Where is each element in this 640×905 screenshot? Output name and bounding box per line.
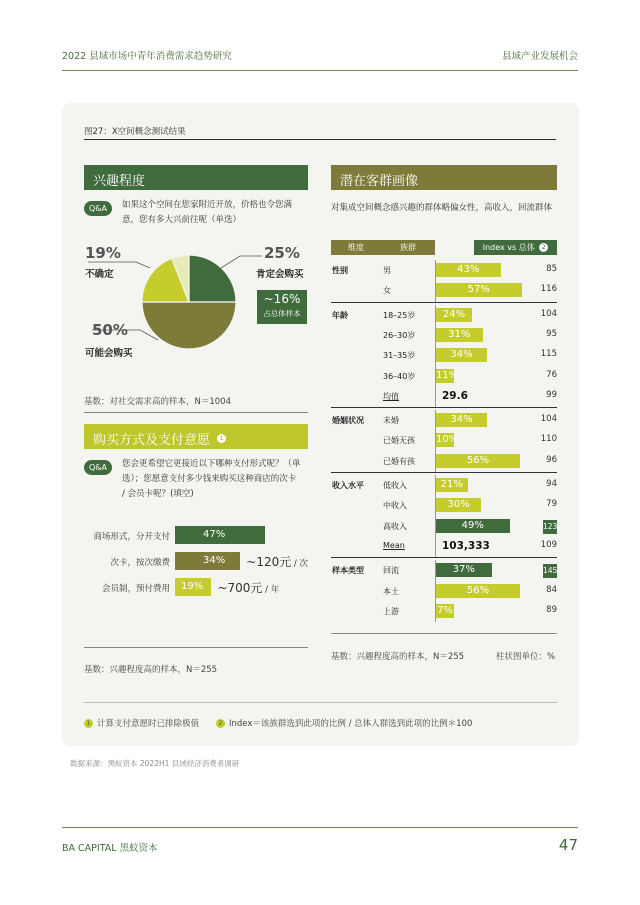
group-label: 未婚 (383, 416, 399, 426)
sample-share-box (257, 290, 307, 324)
slice-pct-unsure: 19% (85, 244, 121, 262)
index-value: 89 (546, 604, 557, 615)
index-value: 145 (543, 564, 557, 578)
persona-section-header (331, 165, 557, 190)
persona-bar: 31% (436, 328, 483, 342)
index-value: 115 (540, 349, 557, 360)
bar-axis (435, 410, 436, 472)
payment-question-line: / 会员卡呢？(填空) (122, 489, 194, 499)
group-label: 高收入 (383, 521, 407, 531)
payment-section-header (84, 424, 308, 449)
index-value: 96 (546, 454, 557, 465)
group-label: 已婚无孩 (383, 436, 415, 446)
persona-bar: 10% (436, 434, 459, 446)
persona-bar: 43% (436, 263, 501, 277)
footer-brand: BA CAPITAL 黑蚁资本 (62, 843, 158, 854)
group-label: 31–35岁 (383, 351, 416, 361)
payment-bar: 19% (175, 578, 211, 596)
slice-label-definitely: 肯定会购买 (256, 269, 304, 280)
persona-bar: 56% (436, 454, 520, 468)
payment-price-note (246, 553, 308, 570)
section-divider (331, 407, 557, 408)
slice-pct-definitely: 25% (264, 244, 300, 262)
footnote-marker: 1 (84, 719, 93, 728)
footnote-text: 计算支付意愿时已排除极值 (97, 719, 200, 729)
dimension-label: 样本类型 (332, 566, 364, 576)
section-divider (331, 472, 557, 473)
index-value: 79 (546, 499, 557, 510)
footer-divider (62, 827, 578, 828)
index-value: 116 (540, 284, 557, 295)
figure-title: 图27：X空间概念测试结果 (84, 127, 186, 137)
payment-bar: 34% (175, 552, 240, 570)
dimension-label: 婚姻状况 (332, 416, 364, 426)
footnote-2 (216, 717, 472, 729)
group-label: 18–25岁 (383, 310, 416, 320)
payment-price-unit: / 年 (262, 585, 280, 595)
group-label: 中收入 (383, 501, 407, 511)
interest-pie-chart (139, 252, 239, 352)
group-label: 已婚有孩 (383, 456, 415, 466)
col-header-index (474, 240, 557, 255)
dimension-label: 性别 (332, 266, 348, 275)
slice-pct-maybe: 50% (92, 321, 128, 339)
payment-price: ~700元 (217, 581, 263, 595)
footnote-1 (84, 717, 199, 729)
persona-bar: 57% (436, 283, 522, 297)
payment-bar: 47% (175, 526, 265, 544)
group-label: 26–30岁 (383, 330, 416, 340)
group-label: 女 (383, 286, 391, 296)
persona-bar: 11% (436, 369, 459, 381)
sample-share-caption: 占总体样本 (263, 309, 301, 318)
section-divider (331, 557, 557, 558)
group-label: Mean (383, 540, 405, 550)
persona-bar: 7% (437, 604, 453, 616)
interest-question (122, 198, 292, 228)
index-value: 109 (540, 539, 557, 550)
payment-question (122, 457, 301, 502)
interest-question-line: 意，您有多大兴前往呢（单选） (122, 215, 242, 225)
slice-label-maybe: 可能会购买 (85, 348, 133, 359)
index-value: 123 (543, 520, 557, 534)
col-header-index-label: Index vs 总体 (482, 243, 535, 252)
payment-title: 购买方式及支付意愿 (93, 433, 211, 448)
payment-question-line: 选）；您愿意支付多少钱来购买这种商店的次卡 (122, 474, 297, 484)
data-source: 数据来源：黑蚁资本 2022H1 县域经济消费者调研 (70, 759, 240, 768)
bar-axis (435, 560, 436, 622)
pie-slice-0 (189, 255, 236, 302)
persona-bar: 37% (436, 563, 492, 577)
index-value: 99 (546, 389, 557, 400)
interest-rule (84, 412, 308, 413)
bar-axis (435, 260, 436, 302)
interest-title: 兴趣程度 (93, 174, 146, 189)
group-label: 均值 (383, 391, 399, 401)
section-divider (331, 302, 557, 303)
group-label: 男 (383, 266, 391, 275)
interest-question-line: 如果这个空间在您家附近开放，价格也令您满 (122, 200, 293, 210)
footnote-rule (84, 702, 557, 703)
sample-share-value: ~16% (263, 292, 301, 306)
col-header-dimension: 维度 (331, 240, 381, 255)
index-value: 84 (546, 584, 557, 595)
index-value: 85 (546, 264, 557, 274)
persona-bar: 34% (436, 413, 487, 427)
persona-bar: 30% (436, 498, 481, 512)
chapter-title: 县域产业发展机会 (501, 51, 578, 62)
index-value: 95 (546, 328, 557, 339)
persona-bar: 24% (436, 308, 472, 322)
col-header-group: 族群 (381, 240, 435, 255)
interest-section-header (84, 165, 308, 190)
persona-bar: 49% (436, 519, 510, 533)
persona-rule (331, 633, 557, 634)
payment-question-line: 您会更希望它更接近以下哪种支付形式呢？（单 (122, 459, 301, 469)
header-divider (62, 70, 578, 71)
index-value: 76 (546, 369, 557, 380)
persona-value: 103,333 (442, 539, 490, 552)
payment-rule (84, 647, 308, 648)
group-label: 36–40岁 (383, 371, 416, 381)
payment-bar-label: 次卡，按次缴费 (110, 558, 170, 568)
index-value: 110 (540, 434, 557, 445)
payment-price: ~120元 (246, 555, 292, 569)
page-header (62, 48, 578, 64)
payment-price-note (217, 579, 279, 596)
interest-base-note: 基数：对社交需求高的样本，N＝1004 (84, 397, 231, 407)
persona-base-note: 基数：兴趣程度高的样本，N＝255 (331, 652, 465, 662)
group-label: 本土 (383, 586, 399, 596)
payment-price-unit: / 次 (291, 559, 309, 569)
persona-bar: 21% (436, 478, 468, 492)
bar-axis (435, 475, 436, 557)
group-label: 低收入 (383, 481, 407, 490)
persona-value: 29.6 (442, 389, 468, 402)
dimension-label: 年龄 (332, 310, 348, 320)
payment-bar-label: 会员制，预付费用 (101, 584, 170, 594)
bar-axis (435, 305, 436, 408)
payment-base-note: 基数：兴趣程度高的样本，N＝255 (84, 665, 218, 675)
index-value: 104 (540, 414, 557, 425)
group-label: 回流 (383, 566, 399, 576)
page-number: 47 (558, 836, 578, 854)
persona-bar: 56% (436, 584, 520, 598)
index-value: 104 (540, 308, 557, 319)
footnote-marker: 1 (217, 434, 226, 443)
persona-title: 潜在客群画像 (340, 174, 419, 189)
footnote-marker: 2 (216, 719, 225, 728)
payment-bar-label: 商场形式，分开支付 (93, 532, 170, 542)
dimension-label: 收入水平 (332, 481, 364, 490)
pie-slice-1 (142, 302, 236, 349)
persona-bar: 34% (436, 348, 487, 362)
qa-badge: Q&A (84, 201, 112, 216)
figure-title-rule (84, 139, 556, 140)
group-label: 上游 (383, 606, 399, 616)
footnote-marker: 2 (539, 243, 548, 252)
index-value: 94 (546, 479, 557, 489)
qa-badge: Q&A (84, 460, 112, 475)
persona-subtitle: 对集成空间概念感兴趣的群体略偏女性，高收入，回流群体 (331, 203, 553, 213)
footnote-text: Index＝该族群选到此项的比例 / 总体人群选到此项的比例＊100 (229, 719, 473, 729)
report-title: 2022 县域市场中青年消费需求趋势研究 (62, 51, 232, 62)
bar-unit-note: 柱状图单位：% (496, 652, 556, 662)
slice-label-unsure: 不确定 (85, 269, 114, 280)
